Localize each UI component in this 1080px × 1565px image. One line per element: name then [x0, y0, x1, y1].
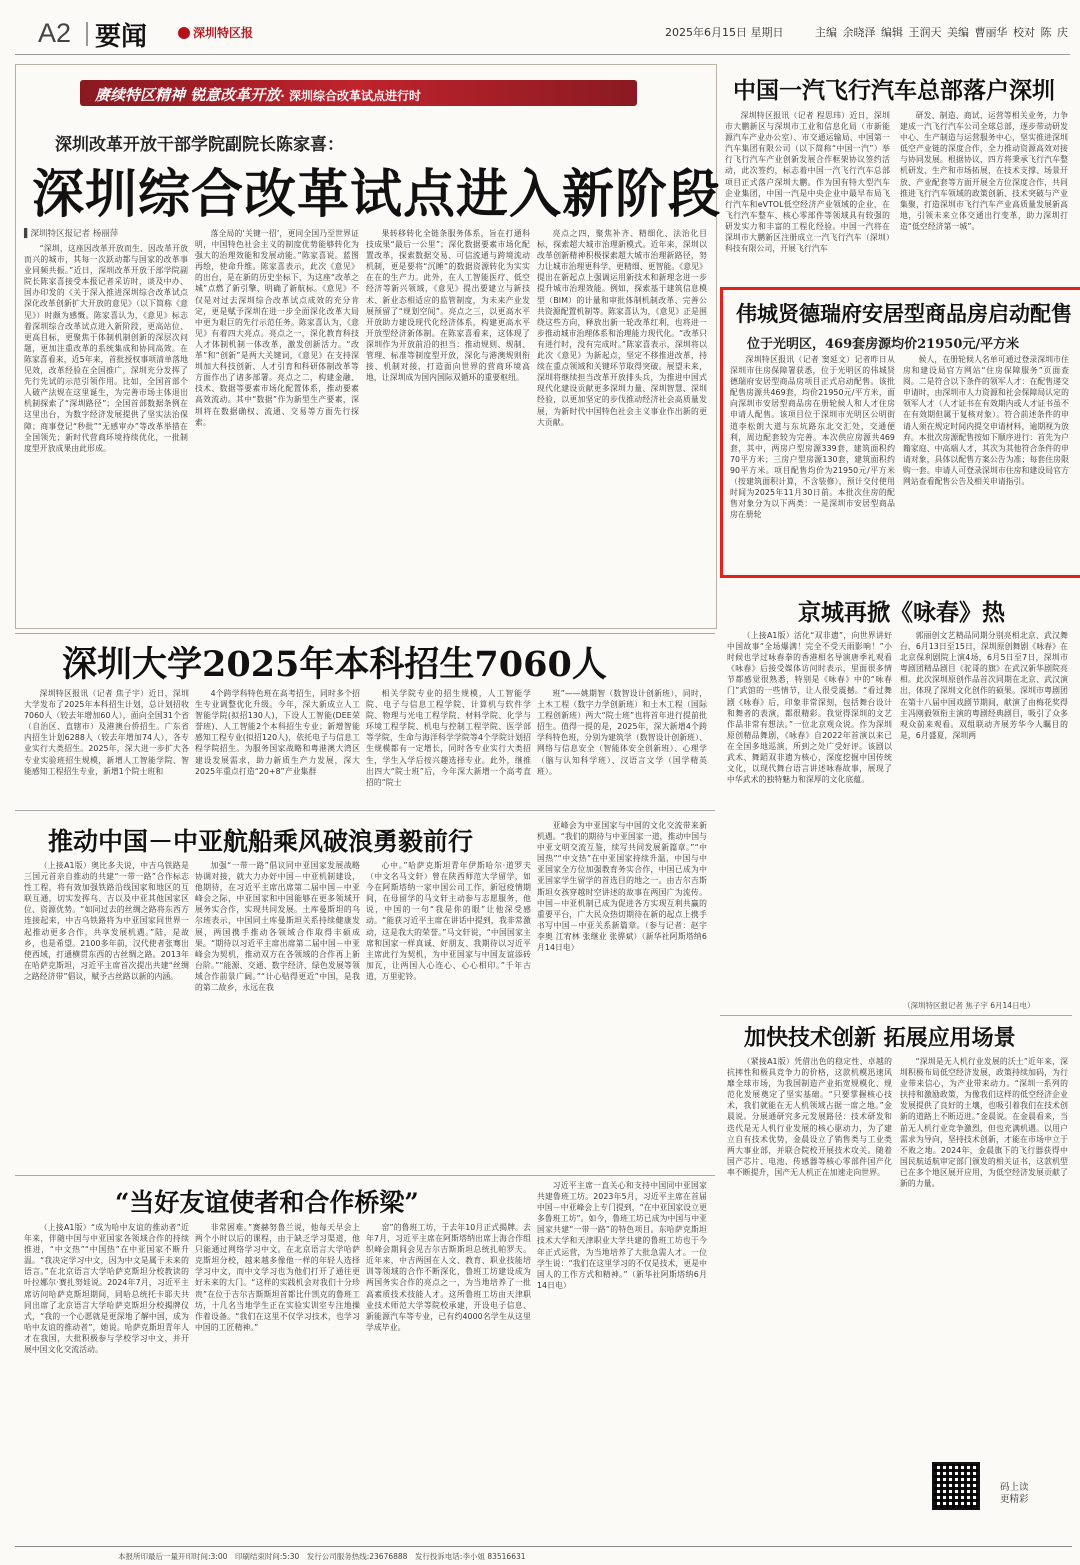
tech-col-1 [727, 1056, 892, 1540]
central-asia-col-1-text: （上接A1版）奥比多夫说，中吉乌铁路是三国元首亲自推动的共建“一带一路”合作标志性工程，将有效加强铁路沿线国家和地区的互联互通，切实发挥乌、吉以及中亚其他国家区位、资源优势。“如同过去的丝绸之路将东西方连接起来，中吉乌铁路将为中亚国家同世界一起推动更多合作，共享发展机遇。”陆，是故乡，也是希望。2100多年前，汉代使者张骞出使西域，打通横贯东西的古丝绸之路。2013年在哈萨克斯坦，习近平主席首次提出共建“丝绸之路经济带”倡议，赋予古丝路以新的内涵。 [24, 861, 189, 981]
central-asia-col-3 [366, 860, 531, 1168]
housing-col-1-text: 深圳特区报讯（记者 窦延文）记者昨日从深圳市住房保障署获悉，位于光明区的伟城贤德瑞府安居型商品房项目正式启动配售。该批配售房源共469套，均价21950元/平方米，面向深圳市安居型商品房在册轮候人和人才住房申请人配售。该项目位于深圳市光明区公明街道李松朗大道与东坑路东北交汇处，交通便利，周边配套较为完善。本次供应房源共469套，其中，两房户型房源339套，建筑面积约70平方米；三房户型房源130套，建筑面积约90平方米。项目配售均价为21950元/平方米（按建筑面积计算，不含装修），预计交付使用时间为2025年11月30日前。本批次住房的配售对象分为以下两类：一是深圳市安居型商品房在册轮 [730, 355, 895, 520]
lead-col-4 [537, 228, 707, 621]
lead-byline-text: 深圳特区报记者 杨丽萍 [30, 229, 119, 239]
lead-col-3-text: 果转移转化全链条服务体系，旨在打通科技成果“最后一公里”；深化数据要素市场化配置改革，探索数据交易、可信流通与跨境流动机制，更是要将“沉睡”的数据资源转化为实实在在的生产力。此外，在人工智能医疗、低空经济等新兴领域，《意见》提出要建立与新技术、新业态相适应的监管制度，为未来产业发展预留了“规划空间”。亮点之三，以更高水平开放助力建设现代化经济体系，构建更高水平开放型经济新体制。在陈家喜看来，这体现了深圳作为开放前沿的担当：推动规则、规制、管理、标准等制度型开放，深化与港澳规则衔接、机制对接，打造面向世界的营商环境高地，让深圳成为国内国际双循环的重要枢纽。 [366, 229, 530, 383]
szu-col-2 [195, 688, 360, 798]
yongchun-col-2 [900, 630, 1068, 992]
newspaper-logo [178, 24, 253, 41]
issue-date: 2025年6月15日 星期日 [665, 26, 784, 39]
divider [720, 1015, 1072, 1016]
divider [15, 633, 715, 634]
friendship-col-4-text: 习近平主席一直关心和支持中国同中亚国家共建鲁班工坊。2023年5月，习近平主席在首届中国－中亚峰会上专门提到，“在中亚国家设立更多鲁班工坊”。如今，鲁班工坊已成为中国与中亚国家共建“一带一路”的特色项目。东哈萨克斯坦技术大学和天津职业大学共建的鲁班工坊也于今年正式运营，为当地培养了大批急需人才。一位学生说：“我们在这里学习的不仅是技术，更是中国人的工作方式和精神。”（新华社阿斯塔纳6月14日电） [537, 1181, 707, 1290]
central-asia-col-3-text: 心中。”哈萨克斯坦青年伊斯哈尔·道罗夫（中文名马文轩）曾在陕西师范大学留学，如今在阿斯塔纳一家中国公司工作，新冠疫情期间，在母留学的马文轩主动参与志愿服务，他说，中国的一句“我是你的眼”让他深受感动。“能获习近平主席在讲话中提到，我非常激动，这是我大的荣誉。”马文轩说，“中国国家主席和国家一样真诚、好朋友、我期待以习近平主席此行为契机，为中亚国家与中国友谊添砖加瓦，让两国人心连心、心心相印。”千年古道，万里驼铃。 [366, 861, 531, 981]
tech-headline: 加快技术创新 拓展应用场景 [744, 1025, 1016, 1051]
banner-label: · 深圳综合改革试点进行时 [280, 89, 421, 103]
divider [15, 1175, 715, 1176]
housing-headline: 伟城贤德瑞府安居型商品房启动配售 [736, 301, 1072, 326]
lead-col-2 [195, 228, 359, 621]
central-asia-col-1 [24, 860, 189, 1168]
tech-col-1-text: （紧接A1版）凭借出色的稳定性、卓越的抗摔性和极具竞争力的价格，这款机模迅速风靡全球市场，为我国制造产业拓宽规模化、规范化发展奠定了坚实基础。“只要掌握核心技术，我们就能在无人机领域占据一席之地。”金晨说。分展通研究多元发展路径：技术研发和迭代是无人机行业发展的核心驱动力，为了建立自有技术优势，金晨设立了销售类与工业类两大事业部，并联合院校开展技术攻关。随着国产芯片、电池、传感器等核心零部件国产化率不断提升，国产无人机正在加速走向世界。 [727, 1057, 892, 1177]
tech-col-2 [900, 1056, 1068, 1454]
page-number: A2 [38, 18, 72, 48]
housing-col-2-text: 候人，在册轮候人名单可通过登录深圳市住房和建设局官方网站“住房保障服务”页面查阅。二是符合以下条件的领军人才：在配售递交申请时，由深圳市人力资源和社会保障局认定的领军人才（人才证书在有效期内或人才证书虽不在有效期但属于复核对象）。符合前述条件的申请人须在规定时间内提交申请材料，逾期视为放弃。本批次房源配售按如下顺序进行：首先为户籍家庭、中高端人才，其次为其他符合条件的申请对象，具体以配售方案公告为准；每套住房限购一套。申请人可登录深圳市住房和建设局官方网站查看配售公告及相关申请指引。 [903, 355, 1069, 487]
szu-col-2-text: 4个跨学科特色班在高考招生，同时多个招生专业调整优化升级。今年，深大新成立人工智能学院(拟招130人)，下设人工智能(DEE荣誉班)、人工智能2个本科招生专业；新增智能感知工程专业(拟招120人)，依托电子与信息工程学院招生。为服务国家战略和粤港澳大湾区建设发展需求，助力新质生产力发展，深大2025年重点打造“20+8”产业集群 [195, 689, 360, 776]
friendship-col-3-text: 窑”的鲁班工坊，于去年10月正式揭牌。去年7月，习近平主席在阿斯塔纳出席上海合作组织峰会期间会见吉尔吉斯斯坦总统扎帕罗夫。近年来，中吉两国在人文、教育、职业技能培训等领域的合作不断深化，鲁班工坊建设成为两国务实合作的亮点之一，为当地培养了一批高素质技术技能人才。这所鲁班工坊由天津职业技术师范大学等院校承建，开设电子信息、新能源汽车等专业，已有约4000名学生从这里学成毕业。 [366, 1223, 531, 1332]
yongchun-col-1-text: （上接A1版）活化“双非遗”，向世界讲好中国故事“全场爆满！完全不受天雨影响！”小时候也学过咏春拳的香港相名导演唐季礼观看《咏春》后接受媒体访问时表示，里面很多情节都感觉很熟悉，特别是《咏春》中的“咏春门”武馆的一些情节，让人很受震撼。“看过舞剧《咏春》后，印象非常深刻，包括舞台设计和舞者的表演，都很精彩。我觉得深圳的文艺作品非常有想法。”一位北京观众说。作为深圳原创精品舞剧，《咏春》自2022年首演以来已在全国多地巡演，所到之处广受好评。该剧以武术、舞蹈双非遗为核心，深度挖掘中国传统文化，以现代舞台语言讲述咏春故事，展现了中华武术的独特魅力和深厚的文化底蕴。 [727, 631, 892, 785]
friendship-col-2-text: 非常困难。”赛赫努鲁兰说，他每天早会上两个小时以后的课程，由于缺乏学习渠道，他只能通过网络学习中文。在北京语言大学哈萨克斯坦分校，越来越多像他一样的年轻人选择学习中文，而中文学习也为他们打开了通往更好未来的大门。“这样的实践机会对我们十分珍贵”在位于吉尔吉斯斯坦首都比什凯克的鲁班工坊，十几名当地学生正在实验实训室专注地操作着设备。“我们在这里不仅学习技术，也学习中国的工匠精神。” [195, 1223, 360, 1332]
central-asia-headline: 推动中国－中亚航船乘风破浪勇毅前行 [48, 827, 474, 856]
lead-col-4-text: 亮点之四，聚焦补齐、精细化、法治化目标，探索超大城市治理新模式。近年来，深圳以改革创新精神积极探索超大城市治理新路径，努力让城市治理更科学、更精细、更智能。《意见》提出在新起点上强调运用新技术和新理念进一步提升城市治理效能。例如，探索基于建筑信息模型（BIM）的计量和审批体制机制改革、完善公共资源配置机制等。陈家喜认为，《意见》正是围绕这些方向，释放出新一轮改革红利，也将进一步推动城市治理体系和治理能力现代化。“改革只有进行时，没有完成时。”陈家喜表示，深圳将以此次《意见》为新起点，坚定不移推进改革，持续在重点领域和关键环节取得突破。展望未来，深圳将继续担当改革开放排头兵，为推进中国式现代化建设贡献更多深圳力量、深圳智慧、深圳经验，以更加坚定的步伐推动经济社会高质量发展，为新时代中国特色社会主义事业作出新的更大贡献。 [537, 229, 707, 427]
yongchun-col-2-text: 郭丽创文艺精品同期分别亮相北京、武汉舞台，6月13日至15日，深圳原创舞剧《咏春》在北京保利剧院上演4场，6月5日至7日，深圳市粤剧团精品剧目《驼哥的旗》在武汉新华剧院亮相。此次深圳原创作品首次同期在北京、武汉演出，体现了深圳文化创作的硕果。深圳市粤剧团在第十八届中国戏剧节期间，献演了由梅花奖得主冯刚毅领衔主演的粤剧经典剧目，吸引了众多观众前来观看。双组联动齐展芳华今人瞩目的是，6月盛夏，深圳两 [900, 631, 1068, 740]
central-asia-col-2 [195, 860, 360, 1168]
newspaper-name: 深圳特区报 [193, 26, 254, 40]
yongchun-headline: 京城再掀《咏春》热 [798, 599, 1005, 626]
friendship-col-4 [537, 1180, 707, 1542]
faw-headline: 中国一汽飞行汽车总部落户深圳 [733, 77, 1055, 104]
section-title: 要闻 [95, 22, 148, 52]
friendship-col-3 [366, 1222, 531, 1542]
szu-col-4 [537, 688, 707, 798]
yongchun-dateline: （深圳特区报记者 焦子宇 6月14日电） [903, 1001, 1035, 1010]
housing-col-1 [730, 354, 895, 566]
divider [15, 810, 715, 811]
lead-subtitle: 深圳改革开放干部学院副院长陈家喜： [55, 135, 344, 155]
lead-headline: 深圳综合改革试点进入新阶段 [32, 164, 722, 225]
lead-col-1-text: “深圳，这座因改革开放而生、因改革开放而兴的城市，其每一次跃动都与国家的改革事业同频共振。”近日，深圳改革开放干部学院副院长陈家喜接受本报记者采访时，谈及中办、国办印发的《关于深入推进深圳综合改革试点 深化改革创新扩大开放的意见》（以下简称《意见》）时颇为感慨。陈家喜认为，《意见》标志着深圳综合改革试点进入新阶段，更高站位、更高目标，更聚焦于体制机制创新的深层次问题，更加注重改革的系统集成和协同高效。在陈家喜看来，近5年来，首批授权事项清单落地见效，改革经验在全国推广，深圳充分发挥了先行先试的示范引领作用。比如，全国首部个人破产法规在这里诞生，为完善市场主体退出机制探索了“深圳路径”；全国首部数据条例在这里出台，为数字经济发展提供了坚实法治保障；商事登记“秒批”“无感审办”等改革举措在全国领先；新时代营商环境持续优化，一批制度型开放成果由此形成。 [24, 244, 188, 453]
header-divider [86, 22, 88, 46]
faw-col-2-text: 研发、制造、商试、运营等相关业务，力争建成一汽飞行汽车公司全球总部，逐步带动研发中心、生产制造与运营服务中心，坚实推进深圳低空产业链的深度合作，全力推动资源高效对接与协同发展。根据协议，四方将秉承飞行汽车整机研发、生产和市场拓展，在技术支撑、场景开放、产业配套等方面开展全方位深度合作，共同推进飞行汽车领域的政策创新、技术突破与产业集聚，打造深圳市飞行汽车产业高质量发展新高地，引领未来立体交通出行变革，助力深圳打造“低空经济第一城”。 [900, 111, 1068, 231]
lead-col-1 [24, 243, 188, 621]
faw-col-1-text: 深圳特区报讯（记者 程思玮）近日，深圳市大鹏新区与深圳市工业和信息化局（市新能源汽车产业办公室）、市交通运输局、中国第一汽车集团有限公司（以下简称“中国一汽”）举行飞行汽车产业创新发展合作框架协议签约活动，此次签约，标志着中国一汽飞行汽车总部项目正式落户深圳大鹏。作为国有特大型汽车企业集团，中国一汽是中央企业中最早布局飞行汽车和eVTOL低空经济产业领域的企业，在飞行汽车整车、核心零部件等领域具有较强的研发实力和丰富的工程化经验。中国一汽将在深圳市大鹏新区注册成立一汽飞行汽车（深圳）科技有限公司，开展飞行汽车 [725, 111, 890, 254]
qr-label: 码上读 更精彩 [1000, 1482, 1029, 1505]
lead-col-3 [366, 228, 530, 621]
lead-byline: ▌深圳特区报记者 杨丽萍 [24, 229, 119, 239]
header-rule [15, 54, 1070, 55]
seal-icon [178, 27, 190, 39]
banner [95, 84, 421, 105]
central-asia-col-2-text: 加强“一带一路”倡议同中亚国家发展战略协调对接，就大力办好中国－中亚机制建设，他期待，在习近平主席出席第二届中国－中亚峰会之际，中亚国家和中国能够在更多领域开展务实合作，实现共同发展。土库曼斯坦的乌尔班表示，中国同土库曼斯坦关系持续健康发展，两国携手推动各领域合作取得丰硕成果。“期待以习近平主席出席第二届中国－中亚峰会为契机，推动双方在各领域的合作再上新台阶。”“能源、交通、数字经济、绿色发展等领域合作前景广阔。”“计心贴得更近”中国，是我的第二故乡，永远在我 [195, 861, 360, 993]
central-asia-col-4 [537, 820, 707, 1168]
faw-col-2 [900, 110, 1068, 282]
yongchun-col-1 [727, 630, 892, 1010]
friendship-col-2 [195, 1222, 360, 1542]
szu-col-3-text: 相关学院专业的招生规模，人工智能学院、电子与信息工程学院、计算机与软件学院、物理与光电工程学院、材料学院、化学与环境工程学院、机电与控制工程学院、医学部等学院，生命与海洋科学学院等4个学院计划招生规模都有一定增长，同时各专业实行大类招生，学生入学后按兴趣选择专业。此外，继推出四大“院士班”后，今年深大新增一个高考直招的“院士 [366, 689, 531, 787]
friendship-headline: “当好友谊使者和合作桥梁” [115, 1188, 419, 1217]
szu-col-1-text: 深圳特区报讯（记者 焦子宇）近日，深圳大学发布了2025年本科招生计划，总计划招收7060人（较去年增加60人），面向全国31个省（自治区、直辖市）及港澳台侨招生。广东省内招生计划6288人（较去年增加74人），各专业实行大类招生。2025年，深大进一步扩大各专业实验班招生规模，新增人工智能学院、智能感知工程招生专业，新增1个院士班和 [24, 689, 189, 776]
szu-col-4-text: 班”——姚期智（数智设计创新班），同时，土木工程（数字力学创新班）和土木工程（国际工程创新班）两大“院士班”也将首年进行提前批招生。值得一提的是，2025年，深大新增4个跨学科特色班，分别为建筑学（数智设计创新班）、网络与信息安全（智能体安全创新班）、心理学（脑与认知科学班）、汉语言文学（国学精英班）。 [537, 689, 707, 776]
housing-col-2 [903, 354, 1069, 566]
lead-col-2-text: 落全局的‘关键一招’，更同全国乃至世界证明，中国特色社会主义的制度优势能够转化为强大的治理效能和发展动能。”陈家喜说。蓝图再绘，使命升维。陈家喜表示，此次《意见》的出台，是在新的历史坐标下，为这座“改革之城”点燃了新引擎、明确了新航标。《意见》不仅是对过去深圳综合改革试点成效的充分肯定，更是赋予深圳在进一步全面深化改革大局中更为艰巨的先行示范任务。陈家喜认为，《意见》有着四大亮点。亮点之一，深化教育科技人才体制机制一体改革，激发创新活力。“改革”和“创新”是两大关键词，《意见》在支持深圳加大科技创新、人才引育和科研体制改革等方面作出了诸多部署。亮点之二，构建金融、技术、数据等要素市场化配置体系，推动要素高效流动。其中“数据”作为新型生产要素，深圳将在数据确权、流通、交易等方面先行探索。 [195, 229, 359, 427]
szu-headline: 深圳大学2025年本科招生7060人 [62, 644, 607, 685]
qr-code[interactable] [932, 1462, 980, 1510]
housing-subtitle: 位于光明区，469套房源均价21950元/平方米 [747, 337, 1020, 352]
central-asia-col-4-text: 亚峰会为中亚国家与中国的文化交流带来新机遇。“我们的期待与中亚国家一道，推动中国与中亚文明交流互鉴，续写共同发展新篇章。”“中国热”“中文热”在中亚国家持续升温，中国与中亚国家全方位加强教育务实合作，中国已成为中亚国家学生留学的首选目的地之一。由吉尔吉斯斯坦女孩穿越时空讲述的故事在两国广为流传。中国－中亚机制已成为促进各方实现互利共赢的重要平台，广大民众热切期待在新的起点上携手书写中国－中亚关系新篇章。（参与记者：赵宇 李奥 江宥林 张继业 张骅斌）（新华社阿斯塔纳6月14日电） [537, 821, 707, 953]
tech-col-2-text: “深圳是无人机行业发展的沃土”近年来，深圳积极布局低空经济发展，政策持续加码，为行业带来信心，为产业带来动力。“深圳一系列的扶持和激励政策，为像我们这样的低空经济企业发展提供了良好的土壤，也吸引着我们在技术创新的道路上不断迈进。”金晨说。在金晨看来，当前无人机行业竞争激烈，但也充满机遇。以用户需求为导向，坚持技术创新，才能在市场中立于不败之地。2024年，金晨旗下的飞行器获得中国民航适航审定部门颁发的相关证书，这款机型已在多个地区展开应用，为低空经济发展贡献了新的力量。 [900, 1057, 1068, 1189]
print-footer: 本报所印最后一量开印时间:3:00 印刷结束时间:5:30 发行公司服务热线:23676888 发行投诉电话:李小姐 83516631 [118, 1552, 526, 1561]
szu-col-3 [366, 688, 531, 798]
faw-col-1 [725, 110, 890, 282]
friendship-col-1 [24, 1222, 189, 1542]
banner-slogan: 赓续特区精神 锐意改革开放 [95, 86, 281, 104]
friendship-col-1-text: （上接A1版）“成为哈中友谊的推动者”近年来，伴随中国与中亚国家各领域合作的持续推进，“中文热”“中国热”在中亚国家不断升温。“我决定学习中文，因为中文是属于未来的语言。”在北京语言大学哈萨克斯坦分校教读的叶拉娜尔·赛扎努娃说。2024年7月，习近平主席访问哈萨克斯坦期间，同哈总统托卡耶夫共同出席了北京语言大学哈萨克斯坦分校揭牌仪式，“我的一个心愿就是更深地了解中国，成为哈中友谊的推动者”，她说。哈萨克斯坦青年人才在我国，大批积极参与学校学习中文，并开展中国文化交流活动。 [24, 1223, 189, 1355]
editorial-staff: 主编 余晓泽 编辑 王润天 美编 曹丽华 校对 陈 庆 [815, 26, 1068, 39]
szu-col-1 [24, 688, 189, 798]
footer-rule [15, 1546, 1072, 1547]
